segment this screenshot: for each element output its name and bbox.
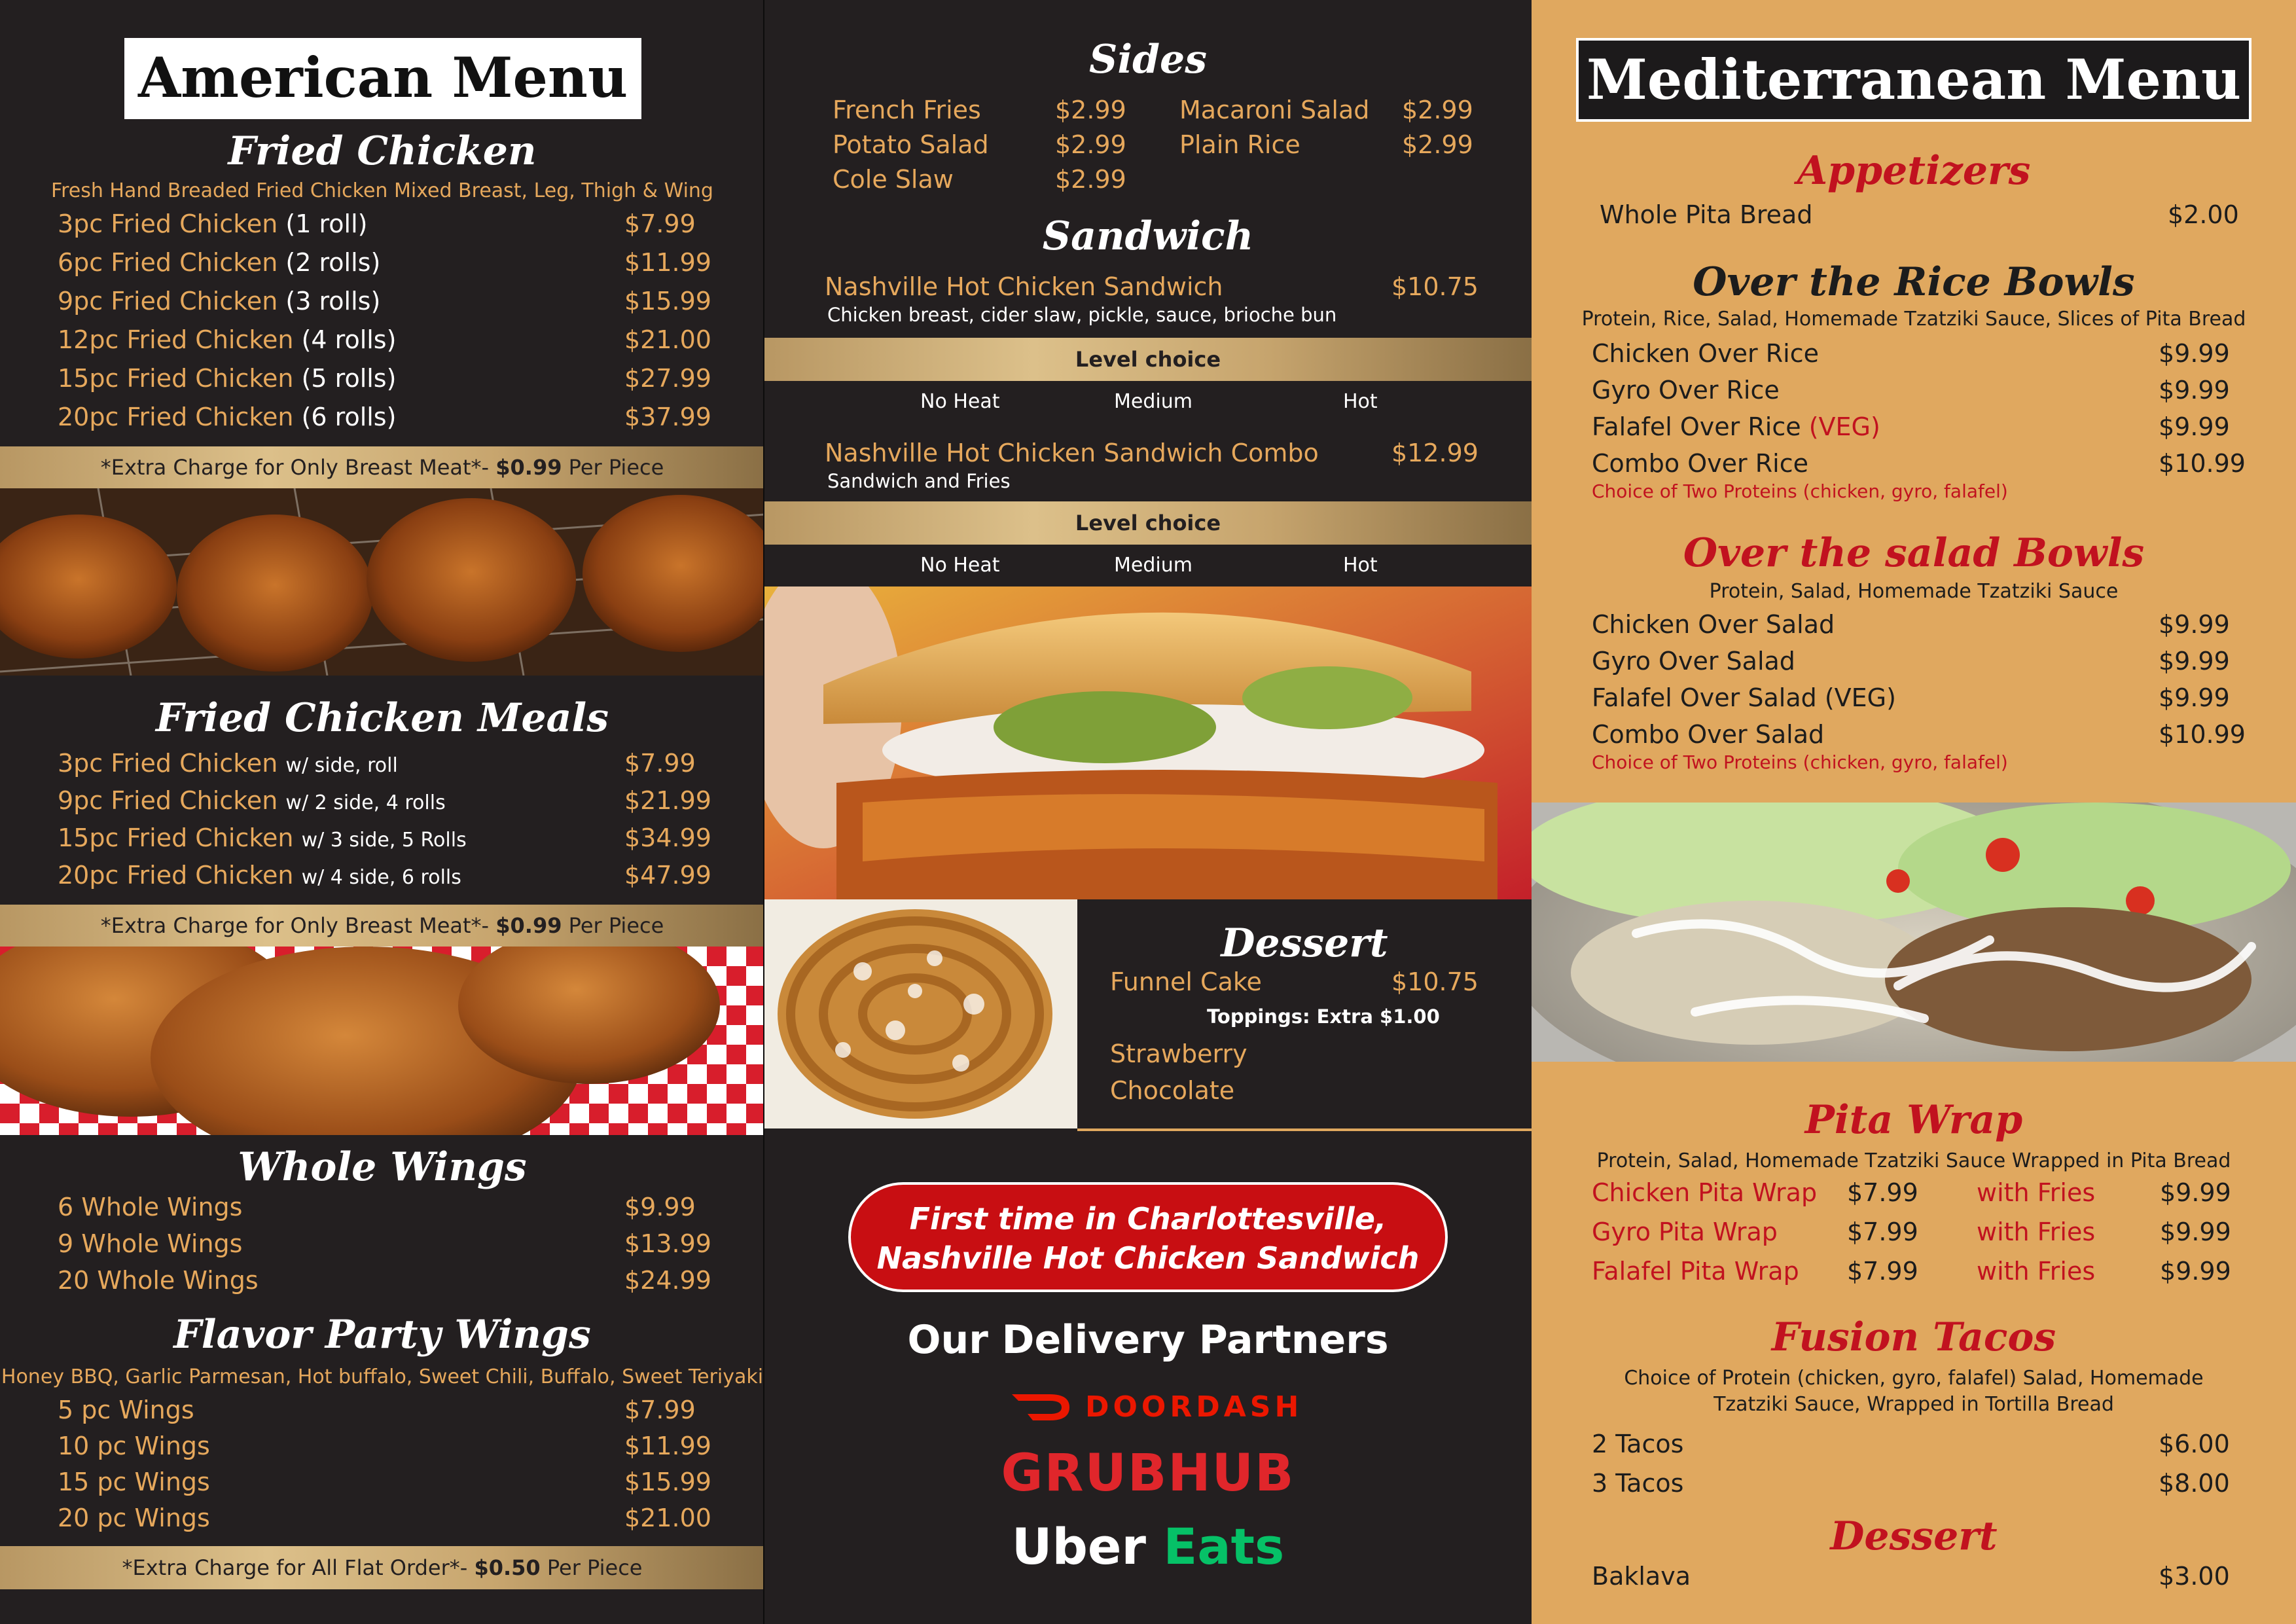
tacos-subtitle-2: Tzatziki Sauce, Wrapped in Tortilla Bread [1713,1393,2114,1416]
level-medium: Medium [1114,554,1193,577]
item-name: Gyro Over Rice [1592,376,1780,405]
combo-description: Sandwich and Fries [827,470,1011,492]
topping-strawberry: Strawberry [1110,1039,1247,1068]
chicken-meal-photo [0,947,764,1135]
item-price: $2.99 [1402,130,1473,159]
item-price: $11.99 [624,248,711,277]
item-note: w/ 3 side, 5 Rolls [301,829,467,852]
pita-bread-item [1600,200,2254,229]
item-price: $9.99 [2159,339,2230,368]
item-price: $7.99 [1847,1178,1918,1207]
item-note: (3 rolls) [285,287,381,316]
list-item [1592,449,2272,479]
flat-order-charge-bar [0,1546,764,1589]
list-item [58,1193,712,1229]
item-price: $15.99 [624,287,711,316]
item-name: 9 Whole Wings [58,1229,243,1258]
item-name: Falafel Over Salad (VEG) [1592,683,1896,712]
list-item [58,248,712,287]
item-price: $11.99 [624,1432,711,1460]
charge-unit: Per Piece [562,913,664,938]
salad-bowls-heading: Over the salad Bowls [1683,530,2145,576]
pita-wrap-heading: Pita Wrap [1804,1097,2023,1143]
item-name: Funnel Cake [1110,967,1262,996]
sandwich-item [825,272,1479,301]
item-price: $24.99 [624,1266,711,1295]
american-menu-title: American Menu [124,38,641,119]
item-name: 6 Whole Wings [58,1193,243,1221]
sandwich-photo [764,586,1532,899]
charge-amount: $0.50 [474,1555,541,1580]
item-price: $8.00 [2159,1469,2230,1498]
item-name: 20 Whole Wings [58,1266,259,1295]
item-name: 9pc Fried Chicken [58,786,278,815]
item-price: $7.99 [1847,1218,1918,1246]
list-item [1592,376,2272,412]
fried-chicken-subtitle: Fresh Hand Breaded Fried Chicken Mixed Breast, Leg, Thigh & Wing [51,179,713,202]
item-price: $9.99 [624,1193,696,1221]
item-name: Falafel Pita Wrap [1592,1257,1799,1286]
party-wings-flavors: Honey BBQ, Garlic Parmesan, Hot buffalo, Sweet Chili, Buffalo, Sweet Teriyaki [1,1365,764,1388]
item-price: $2.99 [1055,96,1126,124]
list-item [1592,720,2272,750]
item-note: (2 rolls) [285,248,381,277]
meals-breast-charge-bar [0,905,764,947]
item-price: $10.99 [2159,720,2246,749]
rice-bowls-subtitle: Protein, Rice, Salad, Homemade Tzatziki Sauce, Slices of Pita Bread [1581,308,2246,331]
item-price: $27.99 [624,364,711,393]
charge-text: *Extra Charge for Only Breast Meat*- [100,455,496,480]
list-item [1179,130,1507,165]
list-item [1592,647,2272,683]
item-name: Chicken Pita Wrap [1592,1178,1818,1207]
sandwich-heading: Sandwich [1042,213,1254,259]
mediterranean-menu-column [1532,0,2296,1624]
list-item [1592,683,2272,720]
list-item [833,130,1160,165]
charge-unit: Per Piece [540,1555,643,1580]
sandwich-combo-item [825,439,1479,467]
item-name: Falafel Over Rice [1592,412,1809,441]
item-name: Macaroni Salad [1179,96,1370,124]
tacos-list [1592,1430,2272,1508]
dessert-heading: Dessert [1221,920,1388,966]
list-item [58,325,712,364]
item-name: 20 pc Wings [58,1504,210,1532]
item-name: 3pc Fried Chicken [58,209,278,238]
item-name: Chicken Over Salad [1592,610,1835,639]
item-price: $21.00 [624,325,711,354]
combo-price: $9.99 [2160,1257,2231,1286]
mediterranean-menu-title: Mediterranean Menu [1576,38,2251,122]
item-name: French Fries [833,96,981,124]
list-item [1592,1178,2272,1218]
sandwich-description: Chicken breast, cider slaw, pickle, sauce, brioche bun [827,304,1337,326]
combo-label: with Fries [1977,1178,2096,1207]
item-name: 3 Tacos [1592,1469,1684,1498]
charge-unit: Per Piece [562,455,664,480]
combo-level-options [764,554,1532,580]
list-item [58,1504,712,1540]
item-price: $2.00 [2168,200,2239,229]
item-price: $7.99 [624,209,696,238]
list-item [833,96,1160,130]
rice-bowls-heading: Over the Rice Bowls [1693,259,2135,305]
combo-level-choice-bar: Level choice [764,501,1532,545]
toppings-label: Toppings: Extra $1.00 [1207,1005,1440,1028]
list-item [58,861,712,898]
item-note: w/ 4 side, 6 rolls [301,866,461,889]
charge-text: *Extra Charge for Only Breast Meat*- [100,913,496,938]
breast-meat-charge-bar [0,446,764,488]
american-menu-column [0,0,764,1624]
item-name: 9pc Fried Chicken [58,287,278,316]
list-item [1592,610,2272,647]
banner-line-1: First time in Charlottesville, [909,1201,1387,1236]
item-price: $21.00 [624,1504,711,1532]
item-price: $13.99 [624,1229,711,1258]
fried-chicken-heading: Fried Chicken [228,128,537,174]
appetizers-heading: Appetizers [1797,148,2031,194]
list-item [1592,339,2272,376]
item-price: $7.99 [624,1396,696,1424]
item-name: Potato Salad [833,130,989,159]
item-price: $7.99 [1847,1257,1918,1286]
item-name: Gyro Pita Wrap [1592,1218,1778,1246]
level-medium: Medium [1114,390,1193,413]
item-price: $2.99 [1402,96,1473,124]
item-name: Chicken Over Rice [1592,339,1819,368]
item-name: Combo Over Rice [1592,449,1808,478]
list-item [58,209,712,248]
sides-list-right [1179,96,1507,165]
sides-heading: Sides [1088,37,1208,82]
item-name: 15 pc Wings [58,1468,210,1496]
list-item [58,1396,712,1432]
item-name: Nashville Hot Chicken Sandwich Combo [825,439,1319,467]
banner-line-2: Nashville Hot Chicken Sandwich [876,1240,1420,1276]
funnel-cake-item [1110,967,1503,996]
item-name: Nashville Hot Chicken Sandwich [825,272,1223,301]
fried-chicken-photo [0,488,764,676]
ubereats-logo [764,1517,1532,1576]
list-item [58,403,712,441]
party-wings-heading: Flavor Party Wings [173,1312,591,1358]
pita-wrap-list [1592,1178,2272,1296]
list-item [58,1229,712,1266]
list-item [1179,96,1507,130]
item-note: (1 roll) [285,209,368,238]
veg-tag: (VEG) [1808,412,1880,441]
charge-amount: $0.99 [495,913,562,938]
item-name: 20pc Fried Chicken [58,403,294,431]
list-item [58,1266,712,1303]
list-item [58,786,712,823]
item-note: w/ side, roll [285,754,398,777]
item-name: 2 Tacos [1592,1430,1684,1458]
item-price: $10.99 [2159,449,2246,478]
item-name: Whole Pita Bread [1600,200,1813,229]
grubhub-logo: GRUBHUB [1001,1444,1295,1503]
list-item [58,749,712,786]
item-name: 3pc Fried Chicken [58,749,278,778]
item-price: $6.00 [2159,1430,2230,1458]
med-dessert-heading: Dessert [1830,1513,1998,1559]
list-item [833,165,1160,200]
list-item [1592,412,2272,449]
topping-chocolate: Chocolate [1110,1076,1235,1105]
list-item [1592,1430,2272,1469]
level-hot: Hot [1343,554,1378,577]
whole-wings-heading: Whole Wings [238,1144,527,1190]
doordash-wordmark: DOORDASH [1085,1390,1303,1424]
delivery-partners-title: Our Delivery Partners [907,1317,1389,1363]
item-name: 12pc Fried Chicken [58,325,294,354]
item-name: 5 pc Wings [58,1396,194,1424]
list-item [1592,1218,2272,1257]
item-name: 15pc Fried Chicken [58,364,294,393]
item-price: $34.99 [624,823,711,852]
item-price: $15.99 [624,1468,711,1496]
funnel-cake-photo [764,899,1077,1128]
level-no-heat: No Heat [920,390,1000,413]
item-name: 10 pc Wings [58,1432,210,1460]
tacos-subtitle-1: Choice of Protein (chicken, gyro, falafel) Salad, Homemade [1624,1367,2204,1390]
item-price: $37.99 [624,403,711,431]
item-price: $10.75 [1391,272,1479,301]
pita-wrap-subtitle: Protein, Salad, Homemade Tzatziki Sauce Wrapped in Pita Bread [1596,1149,2231,1172]
charge-text: *Extra Charge for All Flat Order*- [122,1555,475,1580]
combo-label: with Fries [1977,1257,2096,1286]
list-item [58,287,712,325]
combo-label: with Fries [1977,1218,2096,1246]
item-note: (4 rolls) [301,325,397,354]
item-price: $9.99 [2159,376,2230,405]
list-item [1592,1257,2272,1296]
salad-combo-note: Choice of Two Proteins (chicken, gyro, falafel) [1592,751,2008,773]
party-wings-list [58,1396,712,1540]
item-name: Combo Over Salad [1592,720,1825,749]
rice-bowls-list [1592,339,2272,479]
item-price: $21.99 [624,786,711,815]
list-item [58,1468,712,1504]
item-note: (6 rolls) [301,403,397,431]
salad-bowls-subtitle: Protein, Salad, Homemade Tzatziki Sauce [1709,580,2119,603]
item-price: $7.99 [624,749,696,778]
item-price: $2.99 [1055,165,1126,194]
item-name: 15pc Fried Chicken [58,823,294,852]
bowl-photo [1532,803,2296,1062]
sides-list-left [833,96,1160,200]
item-price: $12.99 [1391,439,1479,467]
item-name: 6pc Fried Chicken [58,248,278,277]
item-price: $10.75 [1391,967,1479,996]
item-name: Cole Slaw [833,165,954,194]
list-item [58,823,712,861]
item-price: $9.99 [2159,683,2230,712]
combo-price: $9.99 [2160,1218,2231,1246]
list-item [58,364,712,403]
item-price: $9.99 [2159,412,2230,441]
middle-column [764,0,1532,1624]
fried-chicken-list [58,209,712,441]
item-name: Plain Rice [1179,130,1300,159]
level-hot: Hot [1343,390,1378,413]
eats-wordmark: Eats [1163,1517,1285,1576]
list-item [1592,1469,2272,1508]
combo-price: $9.99 [2160,1178,2231,1207]
item-price: $3.00 [2159,1562,2230,1591]
item-price: $9.99 [2159,610,2230,639]
doordash-logo [1009,1388,1303,1427]
doordash-icon [1009,1390,1075,1424]
item-note: (5 rolls) [301,364,397,393]
uber-wordmark: Uber [1011,1517,1146,1576]
section-divider [1077,1128,1532,1131]
promo-banner [848,1182,1448,1292]
level-options [764,390,1532,416]
list-item [58,1432,712,1468]
item-price: $2.99 [1055,130,1126,159]
item-name: Baklava [1592,1562,1691,1591]
item-name: Gyro Over Salad [1592,647,1795,676]
salad-bowls-list [1592,610,2272,750]
level-no-heat: No Heat [920,554,1000,577]
item-note: w/ 2 side, 4 rolls [285,791,446,814]
item-price: $9.99 [2159,647,2230,676]
meals-list [58,749,712,898]
charge-amount: $0.99 [495,455,562,480]
fusion-tacos-heading: Fusion Tacos [1771,1314,2056,1360]
meals-heading: Fried Chicken Meals [156,695,609,741]
whole-wings-list [58,1193,712,1303]
rice-combo-note: Choice of Two Proteins (chicken, gyro, falafel) [1592,480,2008,502]
item-price: $47.99 [624,861,711,890]
level-choice-bar: Level choice [764,338,1532,381]
item-name: 20pc Fried Chicken [58,861,294,890]
baklava-item [1592,1562,2272,1591]
